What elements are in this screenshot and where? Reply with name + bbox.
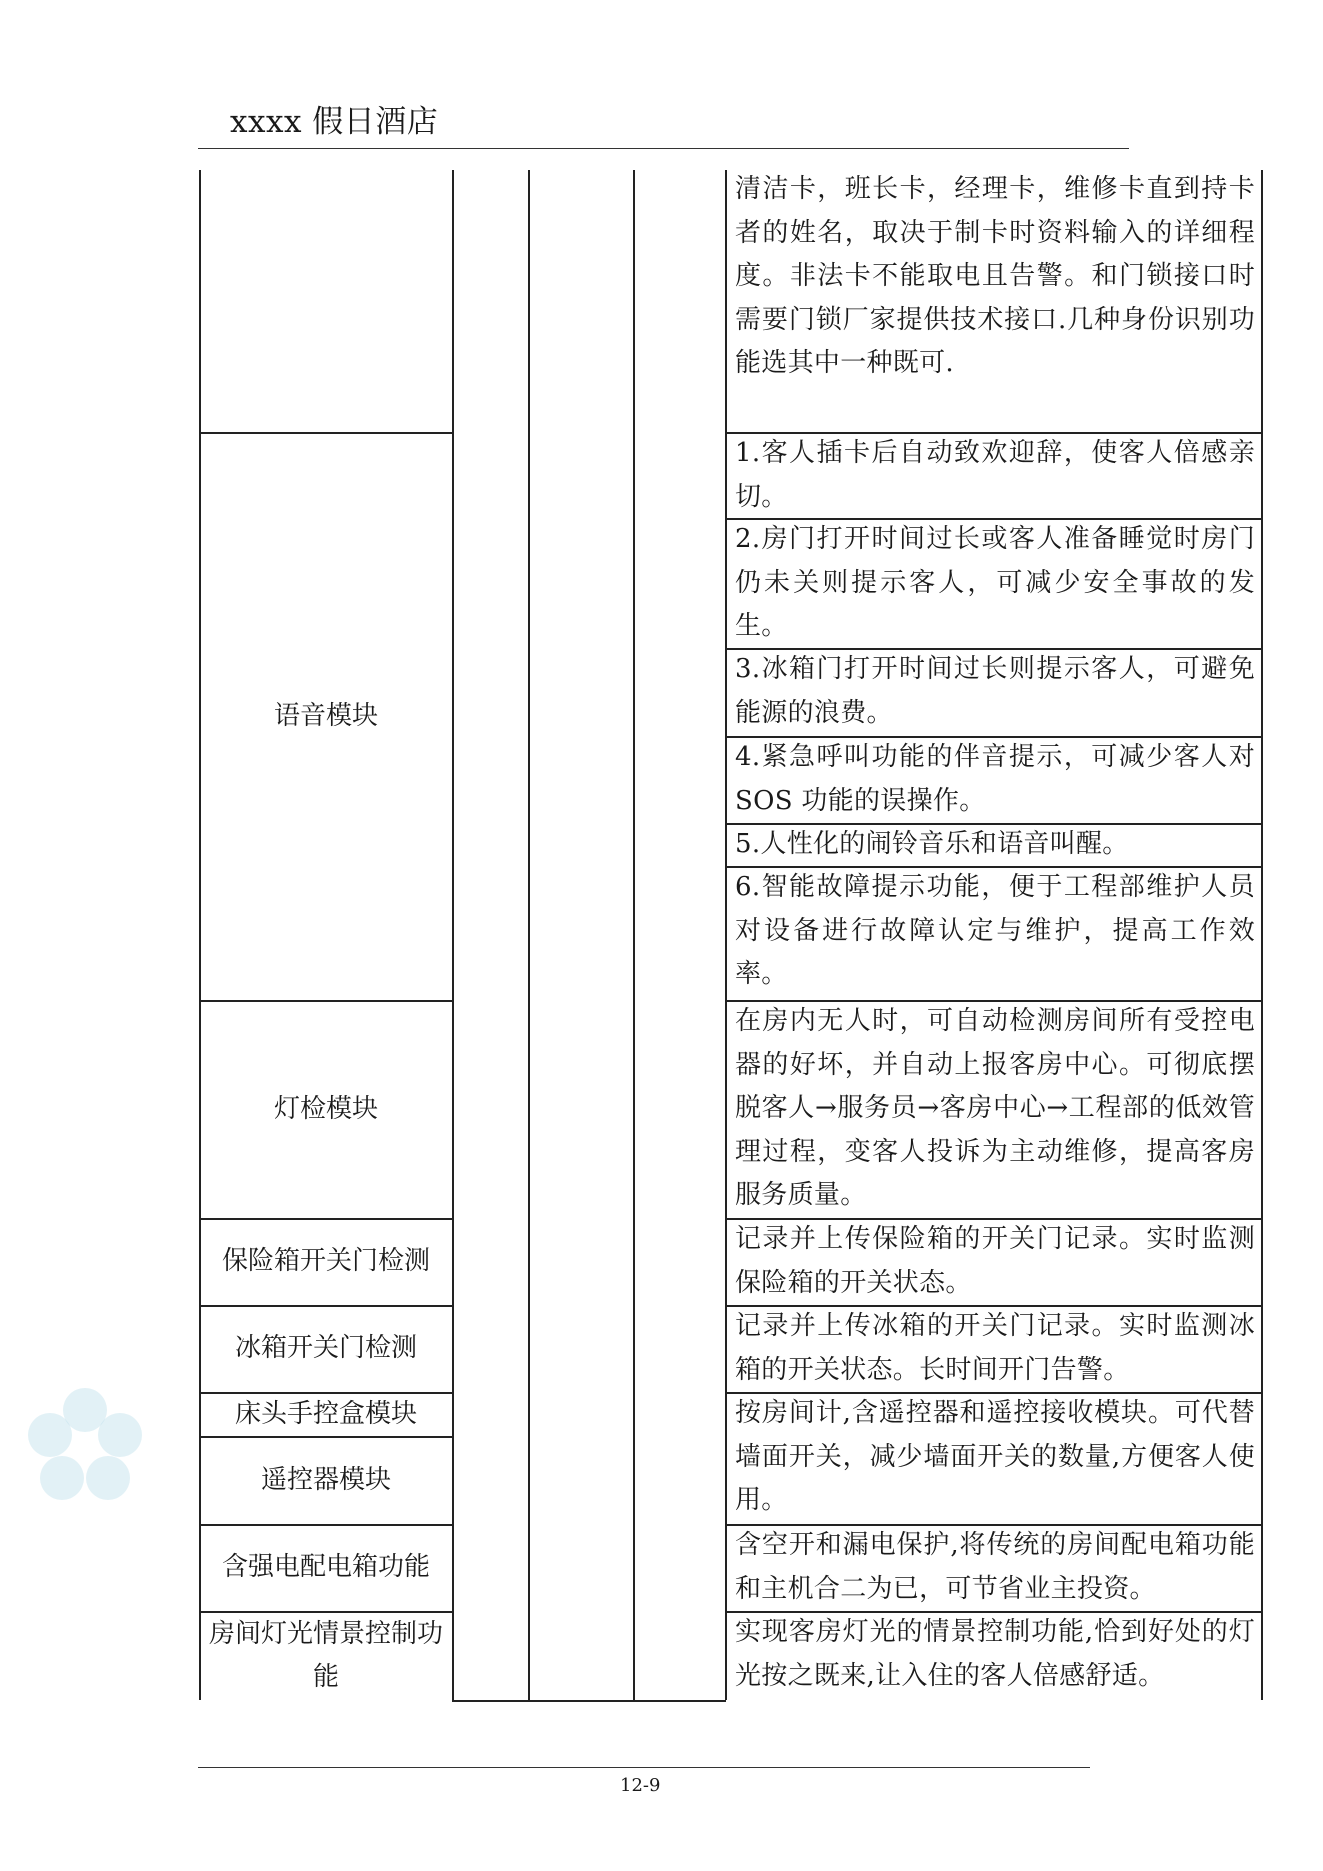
page-number: 12-9 [620,1775,661,1796]
table-column-divider-2 [528,170,530,1700]
voice-item-3: 3.冰箱门打开时间过长则提示客人，可避免能源的浪费。 [735,654,1255,728]
row-label-bedside-control-module: 床头手控盒模块 [234,1398,417,1429]
table-column-divider-4 [725,170,727,1700]
footer-divider [198,1767,1090,1768]
row-desc-fridge-door: 记录并上传冰箱的开关门记录。实时监测冰箱的开关状态。长时间开门告警。 [735,1311,1255,1385]
table-bottom-border-middle [452,1700,726,1702]
table-column-divider-3 [633,170,635,1700]
row-desc-safe-door: 记录并上传保险箱的开关门记录。实时监测保险箱的开关状态。 [735,1224,1255,1298]
row-label-lighting-scene-control: 房间灯光情景控制功能 [209,1618,444,1692]
row-label-light-check-module: 灯检模块 [273,1093,378,1124]
row-desc-light-check: 在房内无人时，可自动检测房间所有受控电器的好坏，并自动上报客房中心。可彻底摆脱客人→服务员→客房中心→工程部的低效管理过程，变客人投诉为主动维修，提高客房服务质量。 [735,1006,1255,1210]
row-desc-card-identity: 清洁卡，班长卡，经理卡，维修卡直到持卡者的姓名，取决于制卡时资料输入的详细程度。非法卡不能取电且告警。和门锁接口时需要门锁厂家提供技术接口.几种身份识别功能选其中一种既可. [735,174,1255,378]
row-desc-lighting-scene: 实现客房灯光的情景控制功能,恰到好处的灯光按之既来,让入住的客人倍感舒适。 [735,1617,1255,1691]
document-header-title: xxxx 假日酒店 [230,104,439,140]
table-border-right [1261,170,1263,1700]
row-desc-remote-control: 按房间计,含遥控器和遥控接收模块。可代替墙面开关，减少墙面开关的数量,方便客人使用。 [735,1398,1255,1515]
row-label-power-distribution: 含强电配电箱功能 [221,1552,430,1582]
voice-item-2: 2.房门打开时间过长或客人准备睡觉时房门仍未关则提示客人，可减少安全事故的发生。 [735,524,1255,641]
voice-item-1: 1.客人插卡后自动致欢迎辞，使客人倍感亲切。 [735,438,1255,512]
row-label-remote-control-module: 遥控器模块 [260,1464,391,1495]
row-desc-power-distribution: 含空开和漏电保护,将传统的房间配电箱功能和主机合二为已，可节省业主投资。 [735,1530,1255,1604]
row-label-safe-door-detection: 保险箱开关门检测 [221,1246,430,1276]
row-label-fridge-door-detection: 冰箱开关门检测 [234,1333,417,1363]
voice-item-4: 4.紧急呼叫功能的伴音提示，可减少客人对SOS 功能的误操作。 [735,742,1255,816]
voice-item-5: 5.人性化的闹铃音乐和语音叫醒。 [735,829,1129,859]
voice-item-6: 6.智能故障提示功能，便于工程部维护人员对设备进行故障认定与维护，提高工作效率。 [735,872,1255,989]
row-label-voice-module: 语音模块 [273,700,378,731]
